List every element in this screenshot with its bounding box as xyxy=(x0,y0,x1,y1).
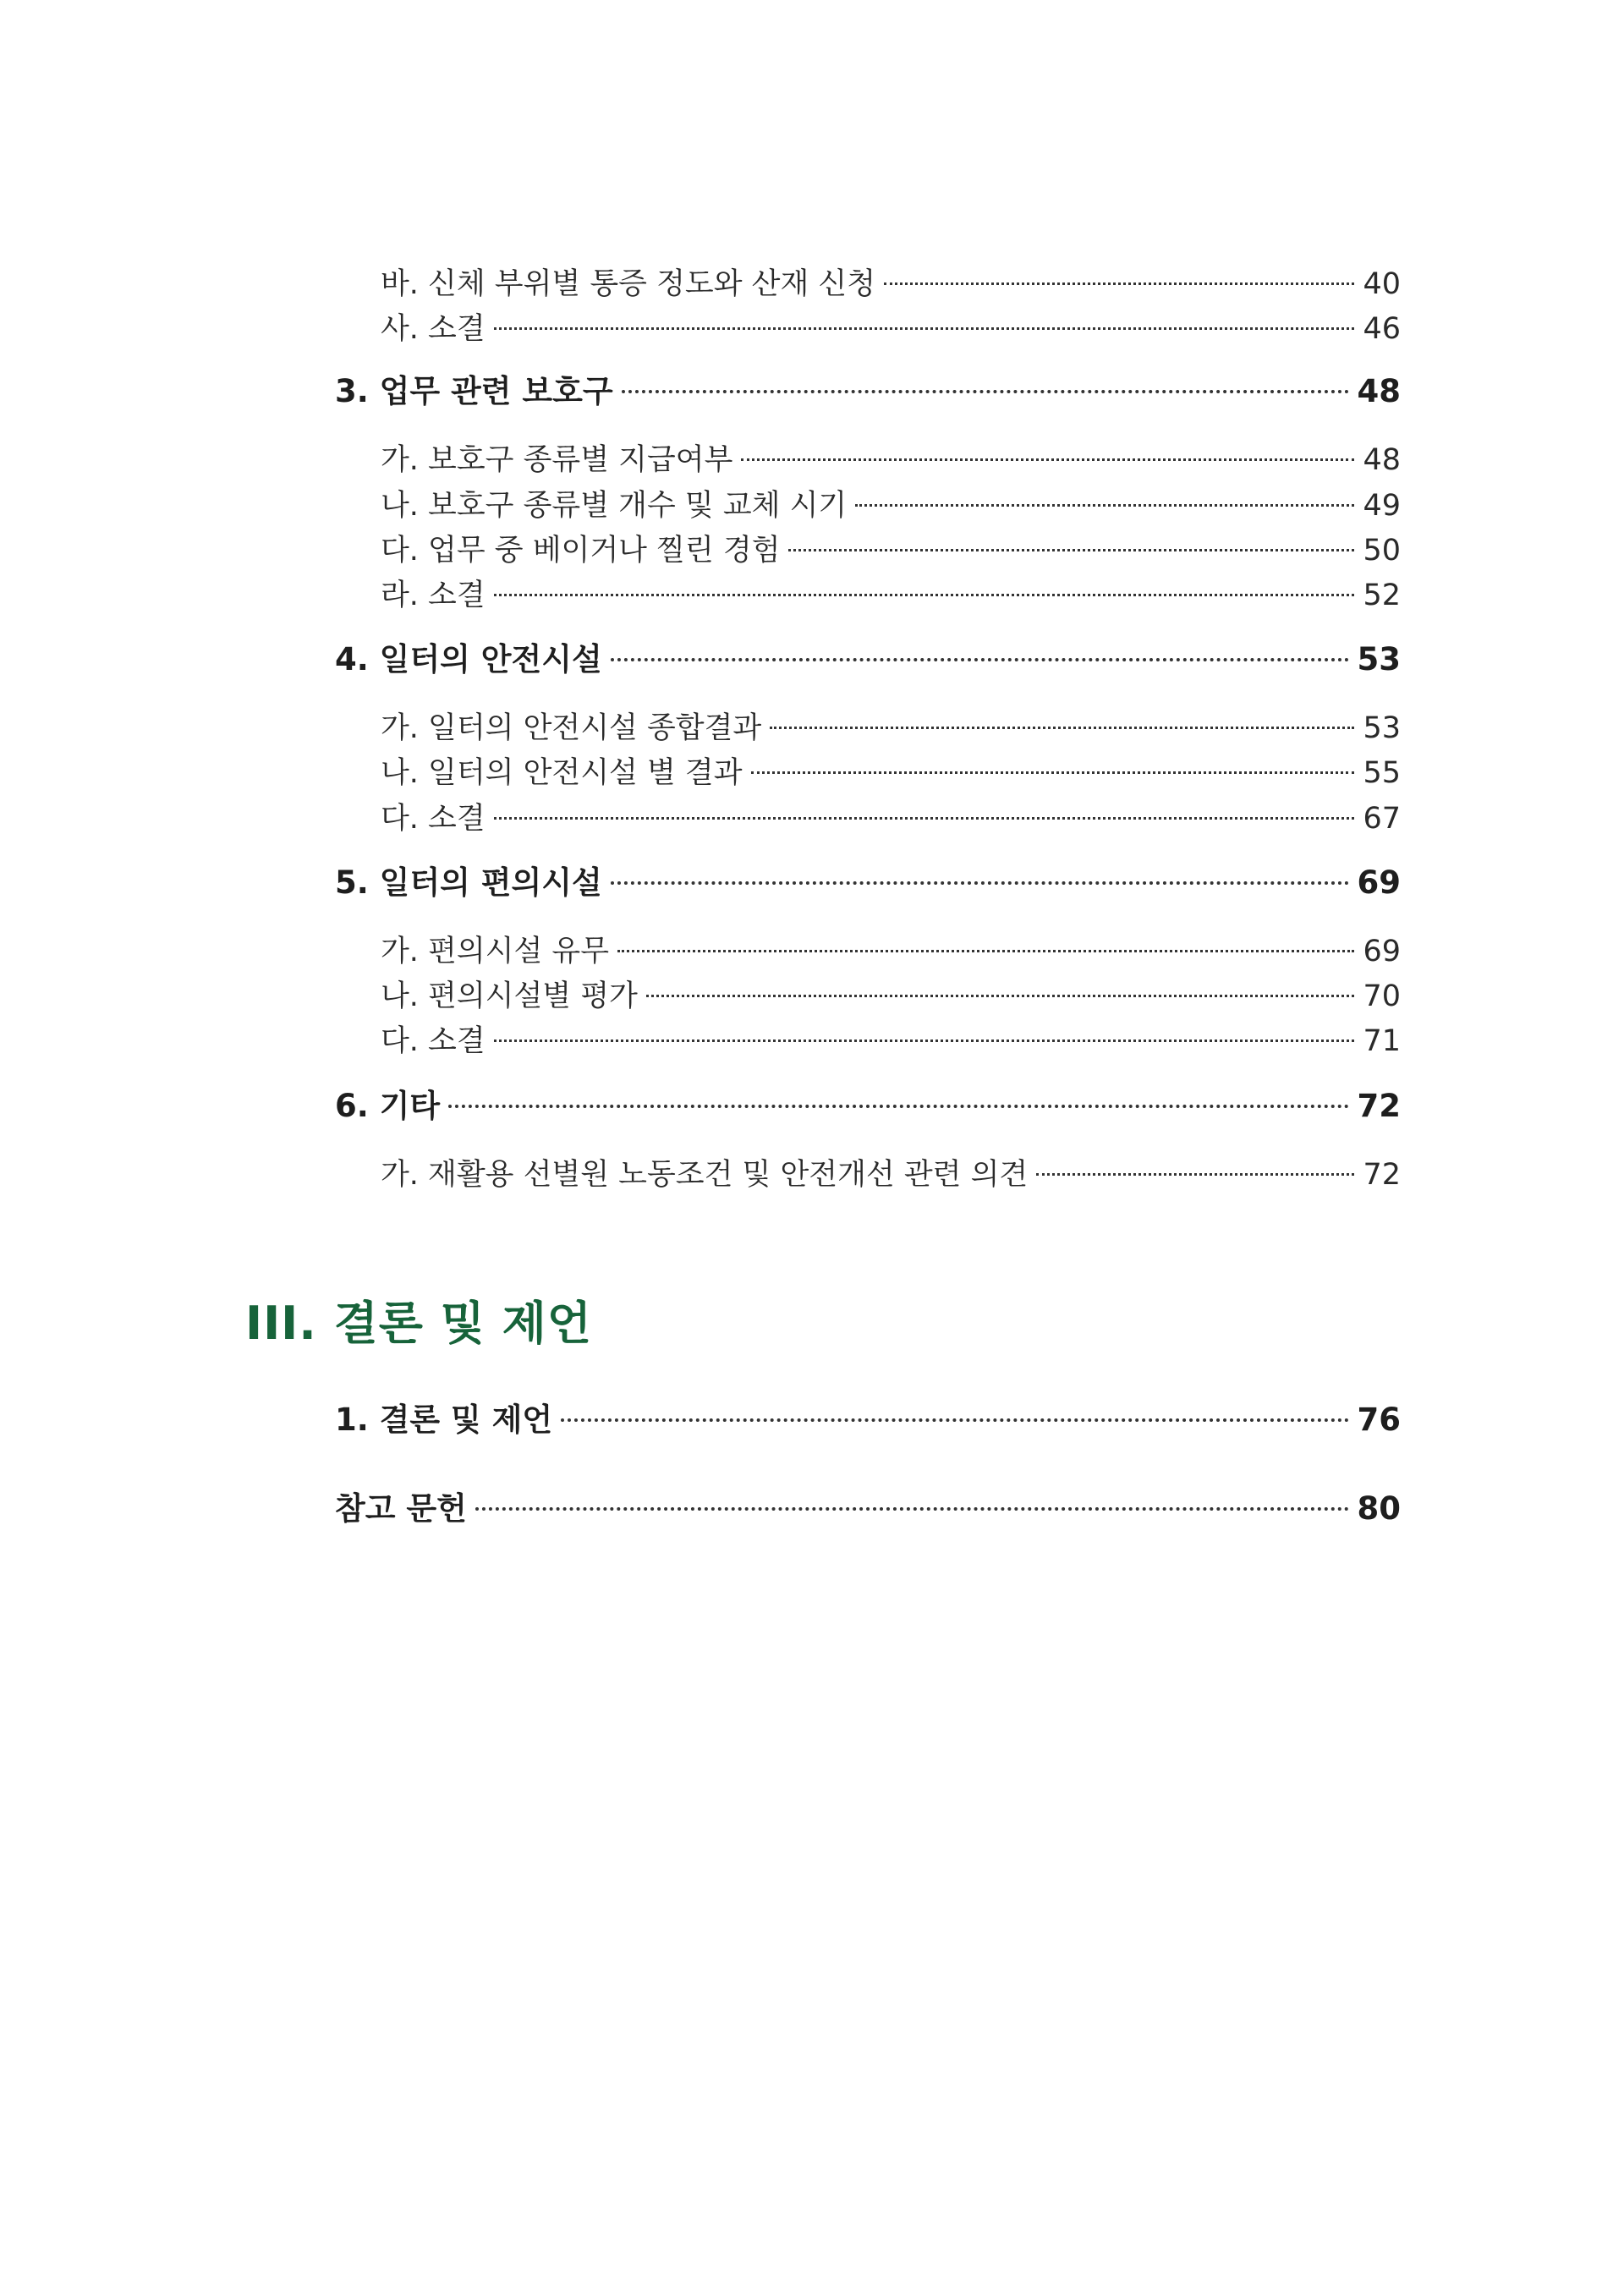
toc-leader-dots xyxy=(617,950,1354,952)
toc-entry[interactable] xyxy=(381,305,1401,348)
toc-leader-dots xyxy=(494,327,1355,330)
toc-entry-label: 가. 재활용 선별원 노동조건 및 안전개선 관련 의견 xyxy=(381,1158,1029,1192)
toc-entry-label: 바. 신체 부위별 통증 정도와 산재 신청 xyxy=(381,267,876,301)
toc-entry-label: 가. 보호구 종류별 지급여부 xyxy=(381,443,733,477)
toc-section-entry[interactable] xyxy=(335,1394,1401,1440)
toc-page-number: 53 xyxy=(1363,711,1401,745)
toc-leader-dots xyxy=(884,283,1354,285)
toc-entry-label: 4. 일터의 안전시설 xyxy=(335,641,602,677)
toc-leader-dots xyxy=(646,995,1355,997)
toc-leader-dots xyxy=(611,658,1349,661)
toc-page-number: 72 xyxy=(1363,1158,1401,1192)
toc-leader-dots xyxy=(475,1507,1349,1511)
toc-leader-dots xyxy=(770,727,1354,729)
toc-page-number: 69 xyxy=(1363,935,1401,968)
toc-page-number: 50 xyxy=(1363,534,1401,568)
toc-entry[interactable] xyxy=(381,527,1401,569)
toc-page-number: 48 xyxy=(1357,373,1401,409)
chapter-heading[interactable]: III. 결론 및 제언 xyxy=(245,1297,593,1350)
toc-entry[interactable] xyxy=(381,928,1401,970)
toc-entry-label: 6. 기타 xyxy=(335,1088,441,1124)
toc-leader-dots xyxy=(494,1040,1355,1042)
toc-entry[interactable] xyxy=(381,705,1401,747)
toc-page-number: 80 xyxy=(1357,1490,1401,1527)
toc-entry[interactable] xyxy=(381,749,1401,792)
toc-entry-label: 사. 소결 xyxy=(381,312,486,346)
toc-leader-dots xyxy=(741,458,1354,461)
toc-section-entry[interactable] xyxy=(335,1080,1401,1126)
toc-entry-label: 가. 일터의 안전시설 종합결과 xyxy=(381,711,762,745)
toc-entry-label: 참고 문헌 xyxy=(335,1490,467,1527)
toc-section-entry[interactable] xyxy=(335,365,1401,411)
toc-page-number: 46 xyxy=(1363,312,1401,346)
toc-entry[interactable] xyxy=(381,1018,1401,1060)
toc-page-number: 71 xyxy=(1363,1024,1401,1058)
toc-entry[interactable] xyxy=(381,1151,1401,1193)
toc-entry[interactable] xyxy=(381,436,1401,479)
toc-leader-dots xyxy=(855,504,1354,507)
toc-leader-dots xyxy=(494,817,1355,820)
toc-entry-label: 다. 업무 중 베이거나 찔린 경험 xyxy=(381,534,781,568)
toc-section-entry[interactable] xyxy=(335,857,1401,902)
toc-entry-label: 라. 소결 xyxy=(381,579,486,612)
toc-entry-label: 5. 일터의 편의시설 xyxy=(335,864,602,901)
toc-references-entry[interactable] xyxy=(335,1483,1401,1528)
toc-page-number: 67 xyxy=(1363,802,1401,836)
toc-entry[interactable] xyxy=(381,973,1401,1015)
toc-leader-dots xyxy=(1036,1173,1354,1176)
toc-entry-label: 1. 결론 및 제언 xyxy=(335,1402,553,1438)
toc-entry[interactable] xyxy=(381,261,1401,303)
toc-page-number: 76 xyxy=(1357,1402,1401,1438)
toc-leader-dots xyxy=(448,1105,1348,1108)
toc-page-number: 49 xyxy=(1363,489,1401,523)
toc-entry-label: 3. 업무 관련 보호구 xyxy=(335,373,613,409)
toc-entry[interactable] xyxy=(381,572,1401,614)
toc-entry-label: 나. 보호구 종류별 개수 및 교체 시기 xyxy=(381,489,848,523)
toc-leader-dots xyxy=(561,1418,1348,1422)
toc-entry-label: 다. 소결 xyxy=(381,802,486,836)
toc-leader-dots xyxy=(494,594,1355,596)
toc-page-number: 72 xyxy=(1357,1088,1401,1124)
toc-page-number: 69 xyxy=(1357,864,1401,901)
toc-page-number: 40 xyxy=(1363,267,1401,301)
toc-page-number: 70 xyxy=(1363,979,1401,1013)
toc-leader-dots xyxy=(611,881,1349,885)
toc-entry-label: 나. 일터의 안전시설 별 결과 xyxy=(381,756,743,790)
toc-section-entry[interactable] xyxy=(335,634,1401,679)
toc-leader-dots xyxy=(788,549,1354,551)
toc-leader-dots xyxy=(751,771,1355,774)
toc-entry[interactable] xyxy=(381,795,1401,837)
toc-entry-label: 나. 편의시설별 평가 xyxy=(381,979,638,1013)
toc-entry[interactable] xyxy=(381,482,1401,524)
toc-page-number: 55 xyxy=(1363,756,1401,790)
toc-leader-dots xyxy=(622,390,1349,393)
toc-page-number: 52 xyxy=(1363,579,1401,612)
toc-entry-label: 다. 소결 xyxy=(381,1024,486,1058)
toc-page-number: 48 xyxy=(1363,443,1401,477)
toc-page-number: 53 xyxy=(1357,641,1401,677)
toc-entry-label: 가. 편의시설 유무 xyxy=(381,935,610,968)
